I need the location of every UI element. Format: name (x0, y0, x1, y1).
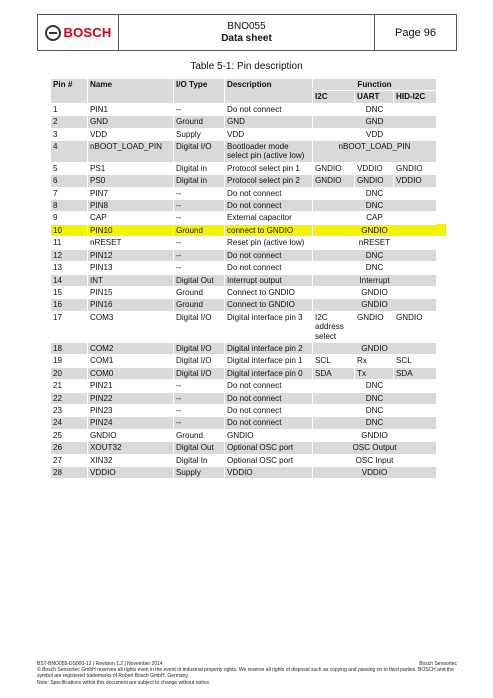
header-name: Name (88, 79, 174, 104)
header-function: Function (313, 79, 437, 91)
function-cell: DNC (313, 417, 437, 429)
io-type-cell: Digital in (174, 175, 225, 187)
pin-name-cell: COM0 (88, 367, 174, 379)
function-cell: DNC (313, 392, 437, 404)
description-cell: Protocol select pin 2 (225, 175, 313, 187)
function-cell: SDA (394, 367, 437, 379)
pin-name-cell: COM3 (88, 311, 174, 342)
table-row (51, 286, 437, 298)
io-type-cell: Supply (174, 128, 225, 140)
pin-number-cell: 10 (51, 224, 88, 236)
pin-number-cell: 25 (51, 429, 88, 441)
function-cell: VDDIO (394, 175, 437, 187)
description-cell: Do not connect (225, 200, 313, 212)
description-cell: Connect to GNDIO (225, 286, 313, 298)
pin-number-cell: 8 (51, 200, 88, 212)
io-type-cell: -- (174, 212, 225, 224)
description-cell: External capacitor (225, 212, 313, 224)
function-cell: VDD (313, 128, 437, 140)
pin-description-table (50, 78, 437, 479)
pin-rows (51, 103, 437, 479)
description-cell: Digital interface pin 0 (225, 367, 313, 379)
function-cell: GNDIO (313, 299, 437, 311)
description-cell: Do not connect (225, 262, 313, 274)
description-cell: Interrupt output (225, 274, 313, 286)
io-type-cell: Supply (174, 467, 225, 479)
pin-name-cell: PIN12 (88, 249, 174, 261)
table-row (51, 429, 437, 441)
description-cell: Do not connect (225, 392, 313, 404)
table-row (51, 342, 437, 354)
function-cell: Interrupt (313, 274, 437, 286)
function-cell: GNDIO (355, 311, 394, 342)
pin-number-cell: 24 (51, 417, 88, 429)
description-cell: GND (225, 116, 313, 128)
description-cell: Do not connect (225, 103, 313, 115)
pin-name-cell: nRESET (88, 237, 174, 249)
pin-name-cell: GND (88, 116, 174, 128)
description-cell: VDD (225, 128, 313, 140)
function-cell: GNDIO (394, 162, 437, 174)
io-type-cell: Digital I/O (174, 355, 225, 367)
function-cell: Tx (355, 367, 394, 379)
page-number: Page 96 (374, 15, 456, 50)
pin-number-cell: 2 (51, 116, 88, 128)
pin-name-cell: PIN13 (88, 262, 174, 274)
pin-number-cell: 11 (51, 237, 88, 249)
table-row (51, 103, 437, 115)
pin-number-cell: 23 (51, 404, 88, 416)
header-i2c: I2C (313, 91, 355, 103)
function-cell: DNC (313, 187, 437, 199)
pin-number-cell: 22 (51, 392, 88, 404)
footer-company: Bosch Sensortec (419, 661, 457, 667)
function-cell: GNDIO (313, 162, 355, 174)
function-cell: nBOOT_LOAD_PIN (313, 141, 437, 163)
page-footer (37, 661, 457, 686)
pin-number-cell: 20 (51, 367, 88, 379)
io-type-cell: -- (174, 392, 225, 404)
description-cell: Reset pin (active low) (225, 237, 313, 249)
pin-number-cell: 6 (51, 175, 88, 187)
pin-number-cell: 16 (51, 299, 88, 311)
pin-name-cell: VDD (88, 128, 174, 140)
pin-name-cell: PIN7 (88, 187, 174, 199)
pin-number-cell: 3 (51, 128, 88, 140)
pin-name-cell: COM2 (88, 342, 174, 354)
function-cell: nRESET (313, 237, 437, 249)
function-cell: GNDIO (394, 311, 437, 342)
pin-name-cell: VDDIO (88, 467, 174, 479)
function-cell: I2C address select (313, 311, 355, 342)
description-cell: connect to GNDIO (225, 224, 313, 236)
io-type-cell: -- (174, 417, 225, 429)
function-cell: GNDIO (313, 342, 437, 354)
bosch-logo (38, 15, 119, 50)
function-cell: GNDIO (313, 429, 437, 441)
function-cell: DNC (313, 380, 437, 392)
copyright-notice: © Bosch Sensortec GmbH reserves all rights even in the event of industrial property rights. We reserve all rights of disposal such as copying and passing on to third parties. BOSCH and the symbol are registered trademarks of Robert Bosch GmbH, Germany. (37, 667, 454, 680)
pin-name-cell: COM1 (88, 355, 174, 367)
function-cell: GNDIO (355, 175, 394, 187)
table-row (51, 274, 437, 286)
function-cell: DNC (313, 404, 437, 416)
table-row (51, 175, 437, 187)
document-title (119, 15, 374, 50)
table-row (51, 367, 437, 379)
pin-number-cell: 19 (51, 355, 88, 367)
pin-name-cell: PS1 (88, 162, 174, 174)
document-reference: BST-BNO055-DS000-12 | Revision 1.2 | November 2014 (37, 661, 163, 667)
pin-name-cell: PIN24 (88, 417, 174, 429)
io-type-cell: Digital Out (174, 442, 225, 454)
function-cell: VDDIO (355, 162, 394, 174)
pin-name-cell: PIN1 (88, 103, 174, 115)
brand-name: BOSCH (63, 25, 112, 40)
pin-name-cell: PIN16 (88, 299, 174, 311)
function-cell: SDA (313, 367, 355, 379)
description-cell: Bootloader mode select pin (active low) (225, 141, 313, 163)
table-row (51, 392, 437, 404)
pin-name-cell: PIN21 (88, 380, 174, 392)
table-row (51, 417, 437, 429)
row-highlight-mark (436, 224, 446, 236)
description-cell: Do not connect (225, 404, 313, 416)
pin-number-cell: 26 (51, 442, 88, 454)
function-cell: DNC (313, 262, 437, 274)
pin-number-cell: 13 (51, 262, 88, 274)
table-row (51, 262, 437, 274)
function-cell: SCL (313, 355, 355, 367)
io-type-cell: Ground (174, 299, 225, 311)
table-caption: Table 5-1: Pin description (190, 61, 303, 72)
table-row (51, 454, 437, 466)
header-description: Description (225, 79, 313, 104)
table-row (51, 380, 437, 392)
pin-number-cell: 18 (51, 342, 88, 354)
description-cell: Do not connect (225, 380, 313, 392)
function-cell: Rx (355, 355, 394, 367)
header-uart: UART (355, 91, 394, 103)
table-row (51, 141, 437, 163)
pin-name-cell: GNDIO (88, 429, 174, 441)
product-name: BNO055 (227, 20, 266, 32)
io-type-cell: Digital I/O (174, 141, 225, 163)
table-row (51, 249, 437, 261)
pin-name-cell: PS0 (88, 175, 174, 187)
function-cell: GNDIO (313, 286, 437, 298)
description-cell: Connect to GNDIO (225, 299, 313, 311)
document-type: Data sheet (221, 32, 272, 44)
io-type-cell: -- (174, 380, 225, 392)
io-type-cell: -- (174, 237, 225, 249)
table-row (51, 404, 437, 416)
pin-number-cell: 5 (51, 162, 88, 174)
pin-number-cell: 21 (51, 380, 88, 392)
description-cell: Optional OSC port (225, 442, 313, 454)
io-type-cell: Ground (174, 116, 225, 128)
table-row (51, 467, 437, 479)
io-type-cell: Ground (174, 429, 225, 441)
function-cell: VDDIO (313, 467, 437, 479)
table-row (51, 212, 437, 224)
description-cell: Optional OSC port (225, 454, 313, 466)
pin-number-cell: 28 (51, 467, 88, 479)
pin-name-cell: CAP (88, 212, 174, 224)
description-cell: Digital interface pin 3 (225, 311, 313, 342)
pin-name-cell: INT (88, 274, 174, 286)
description-cell: Do not connect (225, 249, 313, 261)
header-pin: Pin # (51, 79, 88, 104)
pin-number-cell: 17 (51, 311, 88, 342)
function-cell: DNC (313, 103, 437, 115)
table-row (51, 237, 437, 249)
table-row (51, 442, 437, 454)
table-row (51, 128, 437, 140)
pin-name-cell: PIN8 (88, 200, 174, 212)
table-row (51, 224, 437, 236)
io-type-cell: Ground (174, 224, 225, 236)
table-row (51, 299, 437, 311)
io-type-cell: Digital I/O (174, 367, 225, 379)
description-cell: GNDIO (225, 429, 313, 441)
description-cell: Do not connect (225, 187, 313, 199)
pin-name-cell: nBOOT_LOAD_PIN (88, 141, 174, 163)
function-cell: OSC Output (313, 442, 437, 454)
header-io-type: I/O Type (174, 79, 225, 104)
io-type-cell: Digital in (174, 162, 225, 174)
io-type-cell: -- (174, 187, 225, 199)
table-row (51, 187, 437, 199)
pin-number-cell: 7 (51, 187, 88, 199)
pin-name-cell: XIN32 (88, 454, 174, 466)
io-type-cell: Digital In (174, 454, 225, 466)
io-type-cell: Ground (174, 286, 225, 298)
function-cell: SCL (394, 355, 437, 367)
function-cell: CAP (313, 212, 437, 224)
table-row (51, 355, 437, 367)
pin-number-cell: 4 (51, 141, 88, 163)
function-cell: DNC (313, 249, 437, 261)
pin-name-cell: PIN10 (88, 224, 174, 236)
function-cell: GNDIO (313, 224, 437, 236)
pin-number-cell: 14 (51, 274, 88, 286)
description-cell: Digital interface pin 1 (225, 355, 313, 367)
function-cell: DNC (313, 200, 437, 212)
function-cell: OSC Input (313, 454, 437, 466)
io-type-cell: -- (174, 103, 225, 115)
description-cell: Digital interface pin 2 (225, 342, 313, 354)
table-row (51, 200, 437, 212)
pin-name-cell: PIN23 (88, 404, 174, 416)
table-row (51, 162, 437, 174)
change-notice: Note: Specifications within this document are subject to change without notice. (37, 679, 211, 686)
pin-number-cell: 12 (51, 249, 88, 261)
description-cell: VDDIO (225, 467, 313, 479)
io-type-cell: Digital Out (174, 274, 225, 286)
table-row (51, 311, 437, 342)
pin-name-cell: PIN22 (88, 392, 174, 404)
pin-number-cell: 15 (51, 286, 88, 298)
io-type-cell: Digital I/O (174, 311, 225, 342)
io-type-cell: Digital I/O (174, 342, 225, 354)
io-type-cell: -- (174, 262, 225, 274)
pin-name-cell: PIN15 (88, 286, 174, 298)
header-hid-i2c: HID-I2C (394, 91, 437, 103)
pin-number-cell: 1 (51, 103, 88, 115)
table-row (51, 116, 437, 128)
io-type-cell: -- (174, 249, 225, 261)
pin-number-cell: 27 (51, 454, 88, 466)
page-header (37, 14, 457, 51)
pin-number-cell: 9 (51, 212, 88, 224)
function-cell: GND (313, 116, 437, 128)
function-cell: GNDIO (313, 175, 355, 187)
pin-name-cell: XOUT32 (88, 442, 174, 454)
description-cell: Do not connect (225, 417, 313, 429)
description-cell: Protocol select pin 1 (225, 162, 313, 174)
io-type-cell: -- (174, 200, 225, 212)
io-type-cell: -- (174, 404, 225, 416)
bosch-armature-icon (45, 25, 61, 41)
